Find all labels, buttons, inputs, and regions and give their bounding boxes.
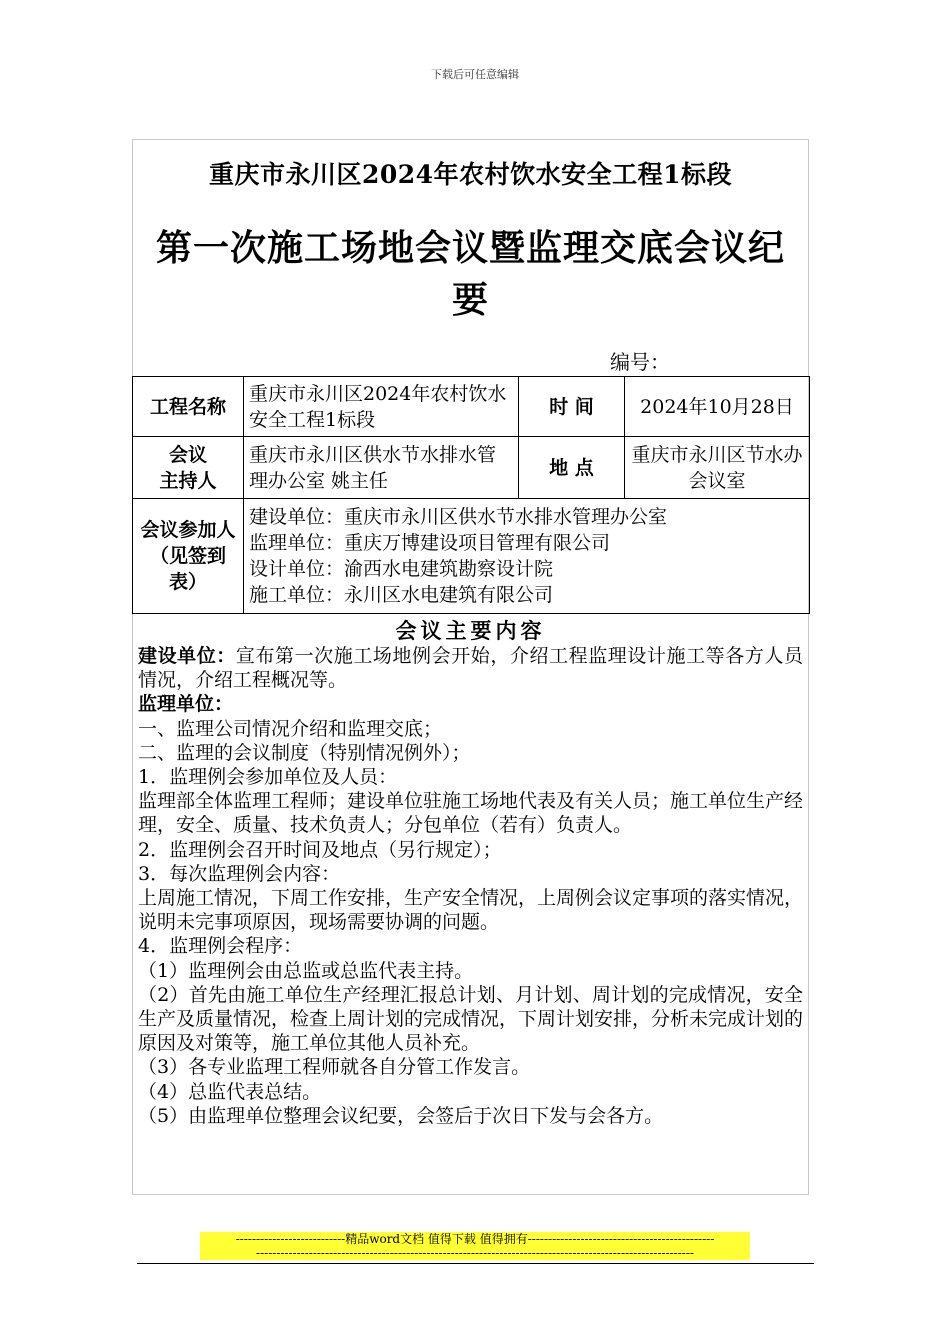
attendees-list xyxy=(244,499,810,614)
content-line: 一、监理公司情况介绍和监理交底； xyxy=(138,717,443,740)
content-line: （1）监理例会由总监或总监代表主持。 xyxy=(138,959,474,982)
info-row-attendees xyxy=(133,499,810,614)
document-number-label: 编号： xyxy=(610,350,670,374)
attendee-design-unit: 设计单位：渝西水电建筑勘察设计院 xyxy=(249,558,554,580)
content-line: 4．监理例会程序： xyxy=(138,935,303,958)
footer-banner xyxy=(200,1232,750,1260)
place-label: 地 点 xyxy=(519,437,625,499)
document-subtitle: 重庆市永川区2024年农村饮水安全工程1标段 xyxy=(209,160,732,189)
content-line: 1．监理例会参加单位及人员： xyxy=(138,766,398,789)
header-note: 下载后可任意编辑 xyxy=(431,68,519,81)
build-unit-paragraph xyxy=(138,644,803,692)
info-row-host xyxy=(133,437,810,499)
content-line: （2）首先由施工单位生产经理汇报总计划、月计划、周计划的完成情况，安全生产及质量情况，检查上周计划的完成情况，下周计划安排，分析未完成计划的原因及对策等，施工单位其他人员补充。 xyxy=(138,983,804,1055)
footer-divider xyxy=(137,1263,814,1264)
footer-banner-line1: ---------------------------精品word文档 值得下载 值得拥有---------------------------------------------- xyxy=(235,1232,715,1246)
content-title: 会议主要内容 xyxy=(395,618,546,643)
project-name-value: 重庆市永川区2024年农村饮水安全工程1标段 xyxy=(244,377,519,437)
content-line: 监理部全体监理工程师；建设单位驻施工场地代表及有关人员；施工单位生产经理，安全、质量、技术负责人；分包单位（若有）负责人。 xyxy=(138,790,804,837)
content-line: 2．监理例会召开时间及地点（另行规定）； xyxy=(138,838,502,861)
meeting-info-table xyxy=(132,376,810,614)
build-unit-text: 宣布第一次施工场地例会开始，介绍工程监理设计施工等各方人员情况，介绍工程概况等。 xyxy=(138,645,803,692)
host-label: 会议 主持人 xyxy=(133,437,244,499)
attendee-supervision-unit: 监理单位：重庆万博建设项目管理有限公司 xyxy=(249,532,611,554)
document-title: 第一次施工场地会议暨监理交底会议纪要 xyxy=(155,227,785,321)
footer-banner-line2: ------------------------------------------------------------------------------------------------------------ xyxy=(256,1246,694,1260)
attendees-label: 会议参加人（见签到表） xyxy=(133,499,244,614)
place-value: 重庆市永川区节水办会议室 xyxy=(625,437,810,499)
build-unit-label: 建设单位： xyxy=(138,645,236,667)
content-line: （4）总监代表总结。 xyxy=(138,1080,322,1103)
content-line: （3）各专业监理工程师就各自分管工作发言。 xyxy=(138,1056,531,1079)
content-line: 二、监理的会议制度（特别情况例外）； xyxy=(138,741,471,764)
project-name-label: 工程名称 xyxy=(133,377,244,437)
host-value: 重庆市永川区供水节水排水管理办公室 姚主任 xyxy=(244,437,519,499)
meeting-content xyxy=(132,613,809,1195)
info-row-project xyxy=(133,377,810,437)
content-line: （5）由监理单位整理会议纪要，会签后于次日下发与会各方。 xyxy=(138,1104,664,1127)
content-line: 上周施工情况，下周工作安排，生产安全情况，上周例会议定事项的落实情况，说明未完事项原因，现场需要协调的问题。 xyxy=(138,887,804,934)
attendee-construction-unit: 施工单位：永川区水电建筑有限公司 xyxy=(249,584,554,606)
content-line: 3．每次监理例会内容： xyxy=(138,862,341,885)
attendee-build-unit: 建设单位：重庆市永川区供水节水排水管理办公室 xyxy=(249,506,668,528)
supervision-unit-label: 监理单位： xyxy=(138,693,234,716)
time-value: 2024年10月28日 xyxy=(625,377,810,437)
time-label: 时 间 xyxy=(519,377,625,437)
